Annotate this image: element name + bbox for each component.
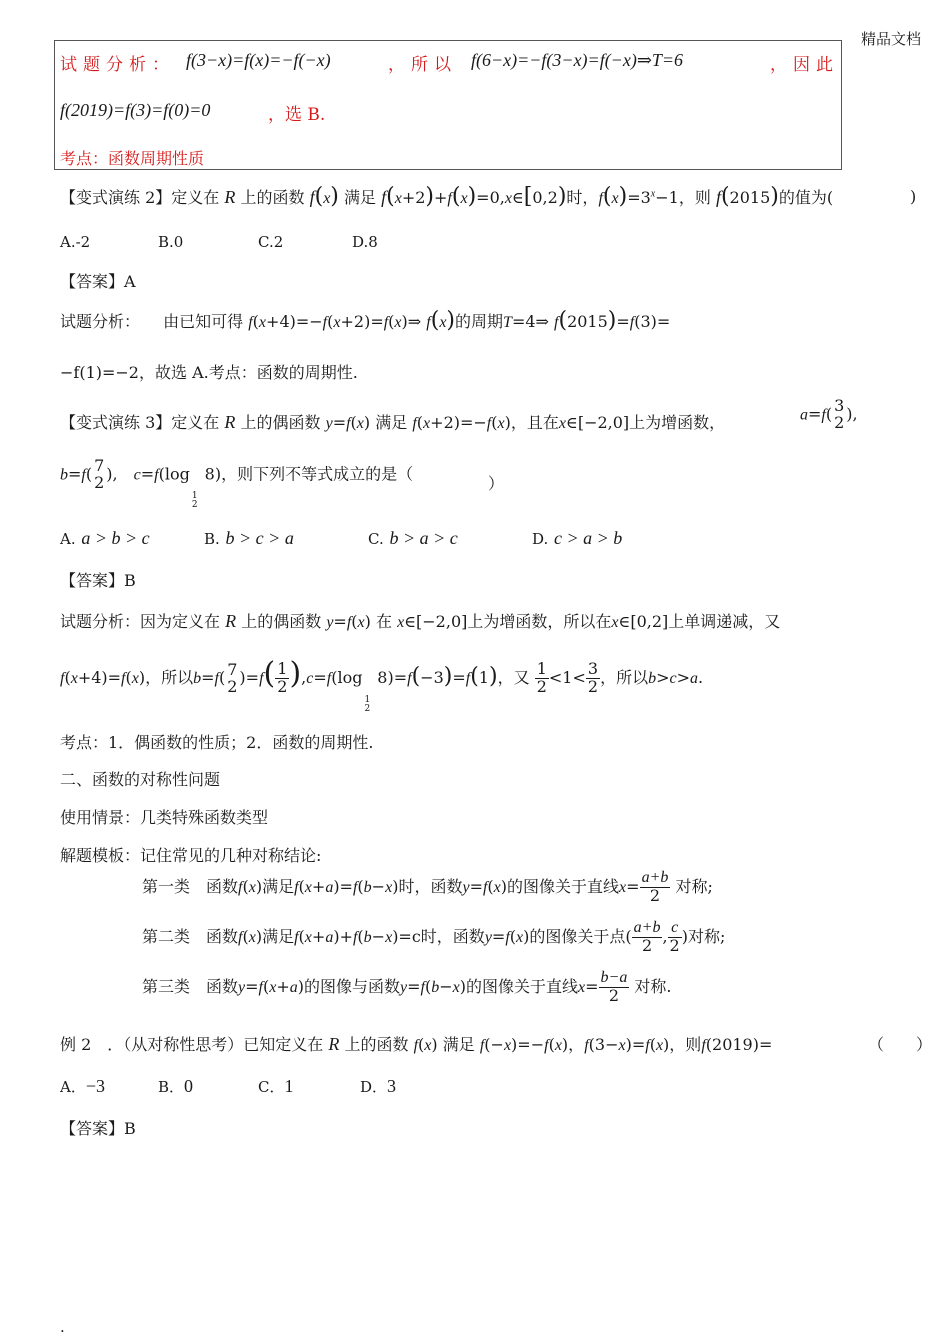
ex3-line2-end: ）	[488, 474, 505, 493]
example2-stem: 例 2 ．（从对称性思考）已知定义在 R 上的函数 f(x) 满足 f(−x)=−f(x)，f(3−x)=f(x)，则f(2019)=	[60, 1034, 773, 1054]
ex2-option-d: D.8	[352, 233, 378, 251]
analysis-box-formula-1: f(3−x)=f(x)=−f(−x)	[186, 50, 331, 70]
ex2-analysis-line2: −f(1)=−2，故选 A.考点：函数的周期性.	[60, 363, 358, 382]
ex2-answer: 【答案】A	[60, 272, 136, 291]
example2-answer: 【答案】B	[60, 1119, 136, 1138]
analysis-box-text-3: ，选 B.	[268, 105, 326, 125]
analysis-box-formula-2: f(6−x)=−f(3−x)=f(−x)⇒T=6	[471, 50, 684, 70]
ex3-option-b: B. b > c > a	[204, 528, 294, 548]
ex3-analysis-line1: 试题分析：因为定义在 R 上的偶函数 y=f(x) 在 x∈[−2,0]上为增函数，所以在x∈[0,2]上单调递减，又	[60, 611, 781, 631]
ex2-option-c: C.2	[258, 233, 284, 251]
ex2-option-a: A.-2	[60, 233, 91, 251]
ex3-analysis-line2: f(x+4)=f(x)，所以b=f( 7 2 )=f( $\frac{1}{2}$ ),c=f(log 1 2 8)=f(−3)=f(1)，又 $\frac{1}{2}$ <1< $\frac{3}{2}$ ，所以b>c>a.	[60, 656, 704, 714]
ex3-stem: 【变式演练 3】定义在 R 上的偶函数 y=f(x) 满足 f(x+2)=−f(x)，且在x∈[−2,0]上为增函数，	[60, 412, 726, 432]
section2-title: 二、函数的对称性问题	[60, 770, 221, 789]
ex3-a-def: a=f( 3 2 ),	[800, 396, 858, 432]
ex3-answer: 【答案】B	[60, 571, 136, 590]
ex3-kaodian: 考点：1．偶函数的性质；2．函数的周期性.	[60, 733, 374, 752]
example2-stem-end: （ ）	[868, 1035, 933, 1054]
ex3-option-d: D. c > a > b	[532, 528, 623, 548]
section2-usage: 使用情景：几类特殊函数类型	[60, 808, 269, 827]
analysis-box-label: 试题分析：	[60, 55, 175, 75]
watermark-text: 精品文档	[861, 30, 922, 48]
example2-option-c: C．1	[258, 1076, 294, 1096]
ex2-analysis: 试题分析： 由已知可得 f(x+4)=−f(x+2)=f(x)⇒ f(x)的周期T=4⇒ f(2015)=f(3)=	[60, 308, 671, 333]
ex2-stem-end: )	[910, 187, 917, 206]
ex3-option-c: C. b > a > c	[368, 528, 458, 548]
ex2-stem: 【变式演练 2】定义在 R 上的函数 f(x) 满足 f(x+2)+f(x)=0,x∈[0,2)时，$f(x)=3^x-1$，则 f(2015)的值为(	[60, 184, 834, 209]
example2-option-a: A．−3	[60, 1076, 105, 1096]
analysis-box-formula-3: f(2019)=f(3)=f(0)=0	[60, 100, 211, 120]
analysis-box-kaodian: 考点：函数周期性质	[60, 149, 205, 168]
example2-option-b: B．0	[158, 1076, 194, 1096]
ex3-line2: b=f( 7 2 ), c=f(log 1 2 8)，则下列不等式成立的是（	[60, 456, 414, 511]
analysis-box-text-2: ，因此	[770, 55, 839, 75]
footer-dot: .	[60, 1318, 65, 1336]
ex3-option-a: A. a > b > c	[60, 528, 150, 548]
analysis-box-text-1: ，所以	[388, 55, 457, 75]
ex2-option-b: B.0	[158, 233, 184, 251]
example2-option-d: D．3	[360, 1076, 397, 1096]
section2-class2: 第二类 函数f(x)满足f(x+a)+f(b−x)=c时，函数y=f(x)的图像关于点( $\frac{a+b}{2}$ , $\frac{c}{2}$ )对称;	[142, 919, 726, 955]
section2-class3: 第三类 函数y=f(x+a)的图像与函数y=f(b−x)的图像关于直线x= $\frac{b-a}{2}$ 对称.	[142, 969, 672, 1005]
section2-class1: 第一类 函数f(x)满足f(x+a)=f(b−x)时，函数y=f(x)的图像关于直线x= $\frac{a+b}{2}$ 对称;	[142, 869, 713, 905]
section2-template: 解题模板：记住常见的几种对称结论:	[60, 846, 322, 865]
